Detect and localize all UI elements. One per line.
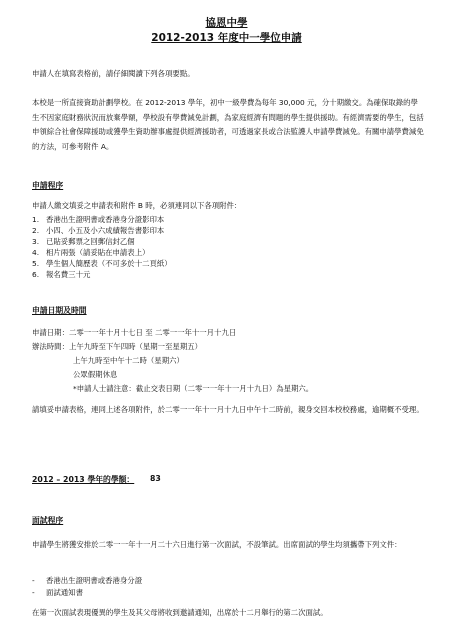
interview-paragraph: 申請學生將獲安排於二零一一年十一月二十六日進行第一次面試，不設筆試。出席面試的學生均須攜帶下列文件： bbox=[32, 540, 402, 549]
holiday-note: 公眾假期休息 bbox=[73, 370, 118, 379]
intro-note: 申請人在填寫表格前，請仔細閱讀下列各項要點。 bbox=[32, 69, 195, 78]
second-interview-note: 在第一次面試表現優異的學生及其父母將收到邀請通知，出席於十二月舉行的第二次面試。 bbox=[32, 608, 328, 617]
submission-instructions: 請填妥申請表格，連同上述各項附件，於二零一一年十一月十九日中午十二時前，親身交回本校校務處，逾期概不受理。 bbox=[32, 405, 424, 414]
interview-heading: 面試程序 bbox=[32, 516, 64, 525]
document-title: 2012-2013 年度中一學位申請 bbox=[151, 32, 302, 44]
school-name: 協恩中學 bbox=[205, 17, 248, 29]
list-item: 1. 香港出生證明書或香港身分證影印本 bbox=[32, 215, 165, 224]
places-value: 83 bbox=[150, 474, 161, 483]
office-hours-weekday: 辦法時間：上午九時至下午四時（星期一至星期五） bbox=[32, 342, 202, 351]
list-item: 3. 已貼妥郵票之回郵信封乙個 bbox=[32, 237, 135, 246]
intro-paragraph: 本校是一所直接資助計劃學校。在 2012-2013 學年，初中一級學費為每年 30,000 元，分十期繳交。為確保取錄的學生不因家庭財務狀況而放棄學額，學校設有學費減免計劃，為家庭經濟有問題的學生提供援助。有經濟需要的學生，包括申領綜合社會保障援助或獲學生資助辦事處提供經濟援助者，可透過家長或合法監護人申請學費減免。有關申請學費減免的方法，可參考附件 A。 bbox=[32, 98, 424, 151]
list-item: - 面試通知書 bbox=[32, 588, 83, 597]
procedure-lead: 申請人繳交填妥之申請表和附件 B 時，必須連同以下各項附件： bbox=[32, 201, 242, 210]
list-item: 4. 相片兩張（請妥貼在申請表上） bbox=[32, 248, 150, 257]
places-label: 2012 – 2013 學年的學額： bbox=[32, 475, 135, 484]
list-item: 6. 報名費三十元 bbox=[32, 270, 91, 279]
procedure-heading: 申請程序 bbox=[32, 181, 64, 190]
list-item: 2. 小四、小五及小六成績報告書影印本 bbox=[32, 226, 165, 235]
list-item: 5. 學生個人簡歷表（不可多於十二頁紙） bbox=[32, 259, 172, 268]
dates-heading: 申請日期及時間 bbox=[32, 306, 87, 315]
list-item: - 香港出生證明書或香港身分證 bbox=[32, 576, 143, 585]
office-hours-saturday: 上午九時至中午十二時（星期六） bbox=[73, 356, 184, 365]
deadline-note: *申請人士請注意：截止交表日期（二零一一年十一月十九日）為星期六。 bbox=[73, 384, 314, 393]
application-dates: 申請日期：二零一一年十月十七日 至 二零一一年十一月十九日 bbox=[32, 328, 237, 337]
